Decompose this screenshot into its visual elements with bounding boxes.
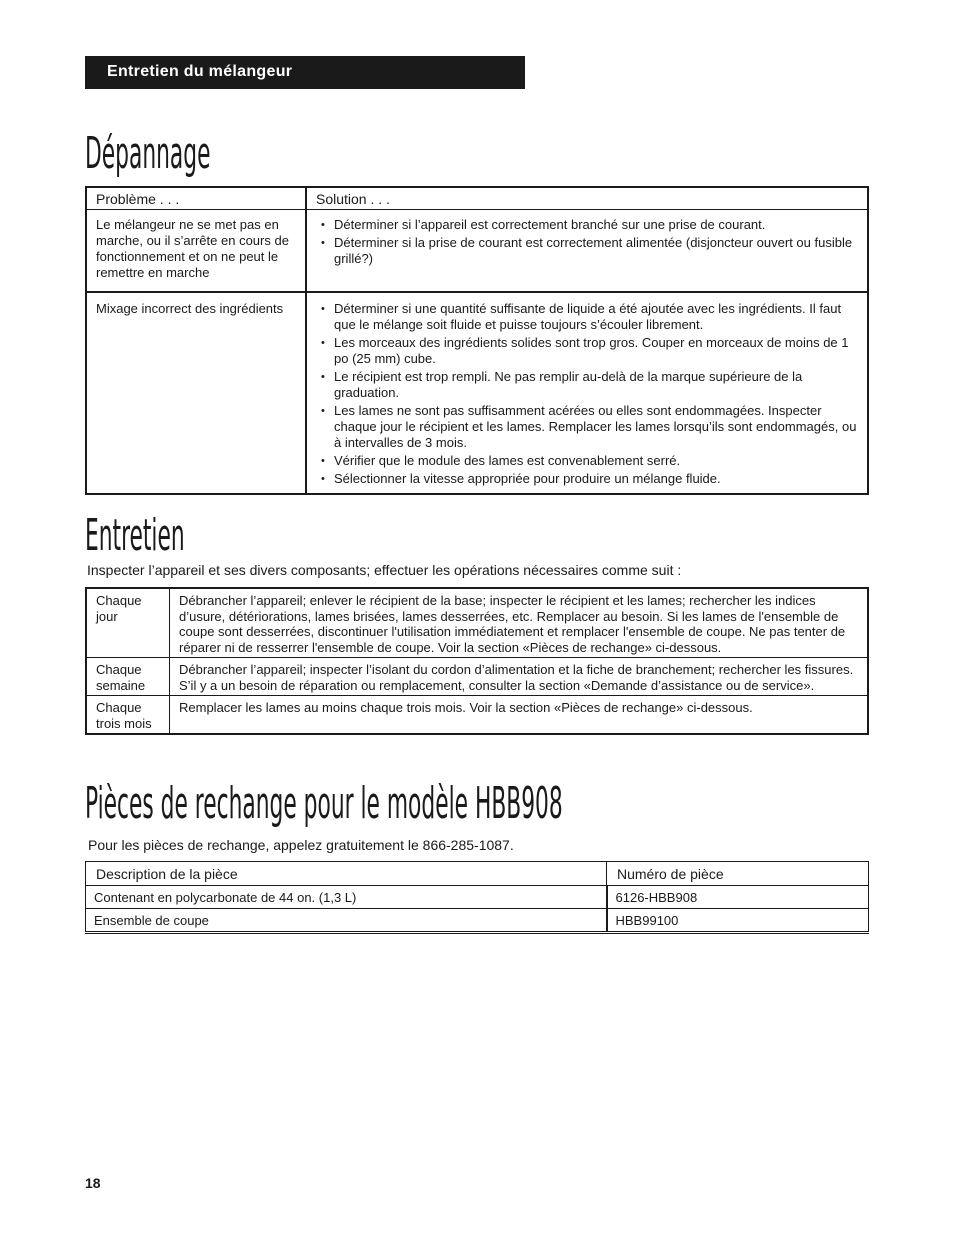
section-header-bar bbox=[85, 56, 525, 89]
table-row bbox=[86, 588, 868, 658]
page-number: 18 bbox=[85, 1175, 101, 1191]
part-number: 6126-HBB908 bbox=[607, 886, 869, 909]
table-row bbox=[86, 292, 868, 494]
task-cell: Débrancher l’appareil; inspecter l’isolant du cordon d’alimentation et la fiche de branchement; rechercher les fissures. S’il y a un besoin de réparation ou remplacement, consulter la section «Demande d’assistance ou de service». bbox=[179, 662, 854, 693]
column-header-solution: Solution . . . bbox=[306, 187, 868, 210]
solution-list bbox=[316, 301, 858, 487]
solution-cell bbox=[306, 210, 868, 293]
solution-item: • Déterminer si la prise de courant est correctement alimentée (disjoncteur ouvert ou fusible grillé?) bbox=[316, 235, 858, 267]
solution-item: • Le récipient est trop rempli. Ne pas remplir au-delà de la marque supérieure de la graduation. bbox=[316, 369, 858, 401]
table-row bbox=[86, 696, 868, 735]
part-description: Ensemble de coupe bbox=[86, 909, 607, 933]
solution-item: • Déterminer si une quantité suffisante de liquide a été ajoutée avec les ingrédients. Il faut que le mélange soit fluide et puisse toujours s’écouler librement. bbox=[316, 301, 858, 333]
problem-cell: Mixage incorrect des ingrédients bbox=[86, 292, 306, 494]
maintenance-table bbox=[85, 587, 869, 735]
solution-item: • Vérifier que le module des lames est convenablement serré. bbox=[316, 453, 858, 469]
table-header-row bbox=[86, 862, 869, 886]
heading-depannage: Dépannage bbox=[85, 128, 211, 179]
column-header-description: Description de la pièce bbox=[86, 862, 607, 886]
solution-item: • Les morceaux des ingrédients solides sont trop gros. Couper en morceaux de moins de 1 po (25 mm) cube. bbox=[316, 335, 858, 367]
column-header-part-number: Numéro de pièce bbox=[607, 862, 869, 886]
frequency-cell: Chaque trois mois bbox=[86, 696, 170, 735]
table-row bbox=[86, 886, 869, 909]
table-row bbox=[86, 909, 869, 933]
frequency-cell: Chaque jour bbox=[86, 588, 170, 658]
part-description: Contenant en polycarbonate de 44 on. (1,3 L) bbox=[86, 886, 607, 909]
heading-entretien: Entretien bbox=[85, 510, 185, 561]
troubleshooting-table bbox=[85, 186, 869, 495]
solution-list bbox=[316, 217, 858, 267]
section-label: Entretien du mélangeur bbox=[107, 63, 293, 80]
frequency-cell: Chaque semaine bbox=[86, 658, 170, 696]
part-number: HBB99100 bbox=[607, 909, 869, 933]
table-row bbox=[86, 210, 868, 293]
task-cell: Remplacer les lames au moins chaque trois mois. Voir la section «Pièces de rechange» ci-dessous. bbox=[179, 700, 753, 715]
pieces-intro: Pour les pièces de rechange, appelez gratuitement le 866-285-1087. bbox=[88, 837, 514, 853]
solution-item: • Les lames ne sont pas suffisamment acérées ou elles sont endommagées. Inspecter chaque jour le récipient et les lames. Remplacer les lames lorsqu’ils sont endommagés, ou à intervalles de 3 mois. bbox=[316, 403, 858, 451]
solution-cell bbox=[306, 292, 868, 494]
parts-table bbox=[85, 861, 869, 934]
solution-item: • Déterminer si l’appareil est correctement branché sur une prise de courant. bbox=[316, 217, 858, 233]
solution-item: • Sélectionner la vitesse appropriée pour produire un mélange fluide. bbox=[316, 471, 858, 487]
table-header-row bbox=[86, 187, 868, 210]
problem-cell: Le mélangeur ne se met pas en marche, ou il s’arrête en cours de fonctionnement et on ne peut le remettre en marche bbox=[86, 210, 306, 293]
column-header-problem: Problème . . . bbox=[86, 187, 306, 210]
heading-pieces: Pièces de rechange pour le modèle HBB908 bbox=[85, 778, 563, 829]
table-row bbox=[86, 658, 868, 696]
task-cell: Débrancher l’appareil; enlever le récipient de la base; inspecter le récipient et les lames; rechercher les indices d’usure, détériorations, lames brisées, lames desserrées, etc. Remplacer au besoin. Si les lames de l'ensemble de coupe sont desserrées, discontinuer l'utilisation immédiatement et remplacer l'ensemble de coupe. Ne pas tenter de réparer ni de resserrer l'ensemble de coupe. Voir la section «Pièces de rechange» ci-dessous. bbox=[179, 593, 846, 655]
entretien-intro: Inspecter l’appareil et ses divers composants; effectuer les opérations nécessaires comme suit : bbox=[87, 562, 682, 578]
